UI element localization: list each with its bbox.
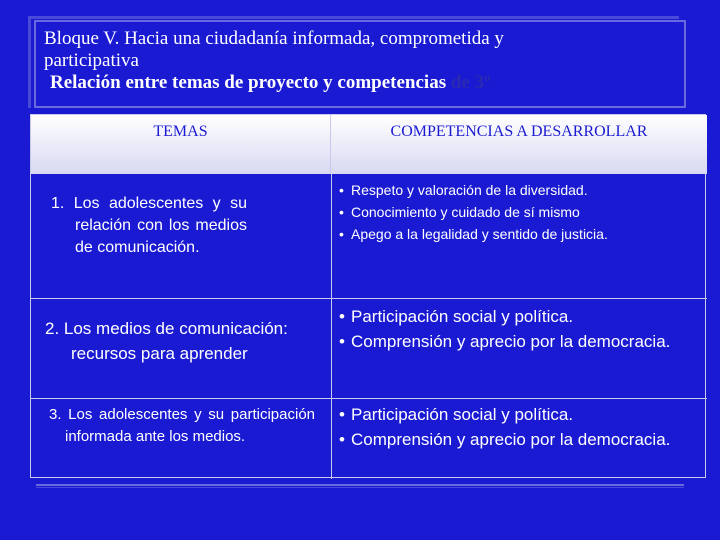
title-line-3-main: Relación entre temas de proyecto y competencias <box>50 71 447 93</box>
title-line-1: Bloque V. Hacia una ciudadanía informada, comprometida y <box>44 28 504 49</box>
list-item: • Respeto y valoración de la diversidad. <box>339 179 683 201</box>
bottom-divider <box>36 484 684 488</box>
list-item: • Participación social y política. <box>339 402 683 427</box>
list-item: • Participación social y política. <box>339 304 683 329</box>
table-row-1-tema: 1. Los adolescentes y su relación con los medios de comunicación. <box>51 195 247 256</box>
table-row-1-competencias <box>339 179 683 245</box>
topics-table <box>30 114 706 478</box>
title-line-3 <box>50 72 680 94</box>
title-line-2: participativa <box>44 49 139 71</box>
list-item: • Conocimiento y cuidado de sí mismo <box>339 201 683 223</box>
slide-title <box>44 28 680 94</box>
list-item: • Comprensión y aprecio por la democracia. <box>339 427 683 452</box>
row-divider-2 <box>31 398 707 399</box>
header-temas: TEMAS <box>31 115 331 174</box>
list-item: • Comprensión y aprecio por la democracia. <box>339 329 683 354</box>
table-row-3-tema: 3. Los adolescentes y su participación informada ante los medios. <box>49 406 315 445</box>
column-divider <box>331 174 332 479</box>
title-line-3-faded: de 3º <box>450 71 491 93</box>
table-row-2-tema: 2. Los medios de comunicación: recursos para aprender <box>45 319 288 363</box>
row-divider-1 <box>31 298 707 299</box>
header-competencias: COMPETENCIAS A DESARROLLAR <box>331 115 707 174</box>
table-row-2-competencias <box>339 304 683 354</box>
list-item: • Apego a la legalidad y sentido de justicia. <box>339 223 683 245</box>
table-row-3-competencias <box>339 402 683 452</box>
